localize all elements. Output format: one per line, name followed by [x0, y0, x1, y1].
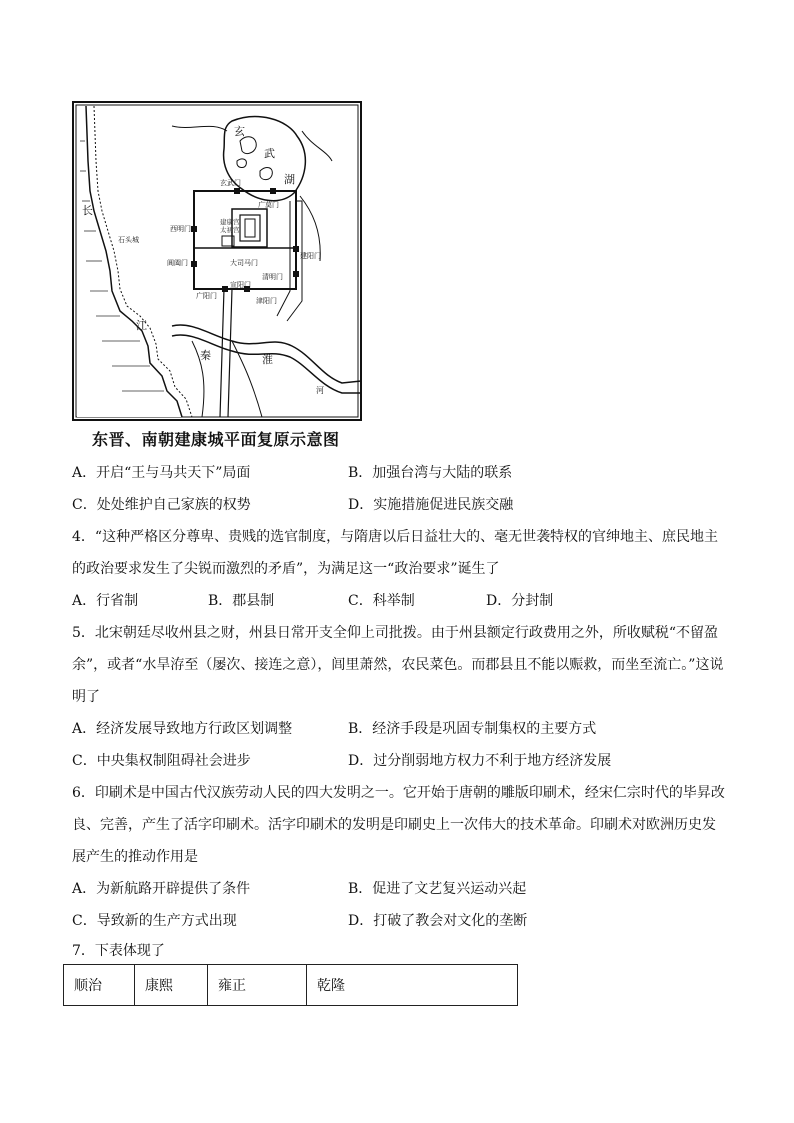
map-label-taichugong: 太初宫 [220, 226, 240, 234]
map-label-wu: 武 [264, 147, 275, 160]
map-label-qingmingmen: 清明门 [262, 273, 283, 281]
q3-option-d: D．实施措施促进民族交融 [348, 497, 514, 513]
map-label-hu: 湖 [284, 173, 295, 186]
map-label-changhemen: 阊阖门 [167, 259, 188, 267]
q4-stem-line1: 4．“这种严格区分尊卑、贵贱的选官制度，与隋唐以后日益壮大的、毫无世袭特权的官绅地主、庶民地主 [72, 529, 719, 545]
q6-option-d: D．打破了教会对文化的垄断 [348, 913, 528, 929]
table-cell: 康熙 [135, 965, 208, 1006]
q6-stem-line2: 良、完善，产生了活字印刷术。活字印刷术的发明是印刷史上一次伟大的技术革命。印刷术对欧洲历史发 [72, 817, 716, 833]
table-cell: 雍正 [208, 965, 307, 1006]
q6-option-c: C．导致新的生产方式出现 [72, 913, 237, 929]
q3-option-c: C．处处维护自己家族的权势 [72, 497, 251, 513]
table-row [64, 965, 518, 1006]
q4-option-c: C．科举制 [348, 593, 415, 609]
q5-option-d: D．过分削弱地方权力不利于地方经济发展 [348, 753, 612, 769]
q4-stem-line2: 的政治要求发生了尖锐而激烈的矛盾”，为满足这一“政治要求”诞生了 [72, 561, 500, 577]
q5-stem-line3: 明了 [72, 689, 100, 705]
map-label-chang: 长 [82, 204, 93, 217]
figure-caption: 东晋、南朝建康城平面复原示意图 [92, 430, 340, 449]
map-label-jianyangmen: 建阳门 [300, 252, 321, 260]
q4-option-a: A．行省制 [72, 593, 139, 609]
q5-option-a: A．经济发展导致地方行政区划调整 [72, 721, 293, 737]
map-label-jiankanggong: 建康宫 [220, 218, 240, 226]
map-label-ximingmen: 西明门 [170, 225, 191, 233]
q7-table [63, 964, 518, 1006]
q5-option-b: B．经济手段是巩固专制集权的主要方式 [348, 721, 597, 737]
map-label-xuan: 玄 [234, 125, 245, 138]
q5-stem-line1: 5．北宋朝廷尽收州县之财，州县日常开支全仰上司批拨。由于州县额定行政费用之外，所收赋税“不留盈 [72, 625, 719, 641]
map-label-dasimamen: 大司马门 [230, 259, 258, 267]
q4-option-d: D．分封制 [486, 593, 554, 609]
q3-option-b: B．加强台湾与大陆的联系 [348, 465, 513, 481]
map-label-jiang: 江 [136, 319, 147, 332]
jiankang-city-map [72, 101, 362, 421]
map-label-xuanyangmen: 宣阳门 [230, 281, 251, 289]
map-label-shitoucheng: 石头城 [118, 236, 139, 244]
map-label-guangmomen: 广莫门 [258, 201, 279, 209]
table-cell: 顺治 [64, 965, 135, 1006]
q5-option-c: C．中央集权制阻碍社会进步 [72, 753, 251, 769]
map-label-guangyangmen: 广阳门 [196, 292, 217, 300]
q3-option-a: A．开启“王与马共天下”局面 [72, 465, 251, 481]
map-label-huai: 淮 [262, 353, 273, 366]
q4-option-b: B．郡县制 [208, 593, 275, 609]
q6-option-b: B．促进了文艺复兴运动兴起 [348, 881, 527, 897]
q7-stem: 7．下表体现了 [72, 943, 165, 959]
q5-stem-line2: 余”，或者“水旱洊至（屡次、接连之意），闾里萧然，农民菜色。而郡县且不能以赈救，而坐至流亡。”这说 [72, 657, 724, 673]
q6-stem-line1: 6．印刷术是中国古代汉族劳动人民的四大发明之一。它开始于唐朝的雕版印刷术，经宋仁宗时代的毕昇改 [72, 785, 725, 801]
map-label-jinyangmen: 津阳门 [256, 297, 277, 305]
q6-option-a: A．为新航路开辟提供了条件 [72, 881, 251, 897]
table-cell: 乾隆 [307, 965, 518, 1006]
q6-stem-line3: 展产生的推动作用是 [72, 849, 198, 865]
map-label-xuanwumen: 玄武门 [220, 179, 241, 187]
map-label-qin: 秦 [200, 349, 211, 362]
map-label-he: 河 [316, 386, 324, 395]
